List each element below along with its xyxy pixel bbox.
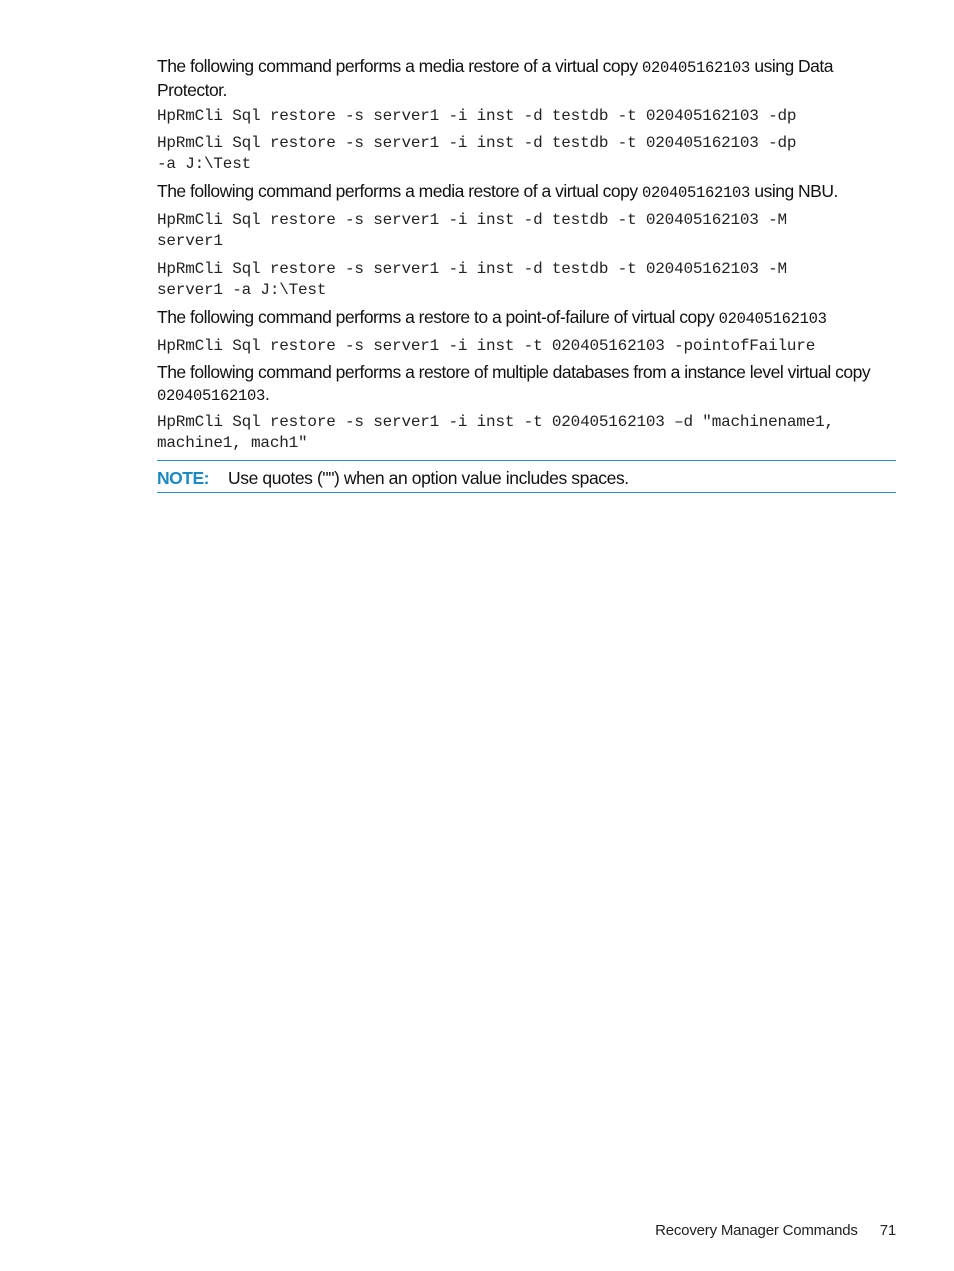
code-block-multiple-databases: [157, 412, 896, 454]
paragraph-multiple-databases: [157, 361, 896, 407]
code-line: server1: [157, 232, 223, 250]
para-text: The following command performs a restore of multiple databases from a instance level virtual copy: [157, 362, 871, 382]
code-line: machine1, mach1": [157, 434, 308, 452]
document-page: [157, 0, 896, 1271]
footer-section-title: Recovery Manager Commands: [655, 1222, 858, 1239]
code-line: server1 -a J:\Test: [157, 281, 327, 299]
paragraph-media-restore-nbu: [157, 180, 896, 204]
code-line: HpRmCli Sql restore -s server1 -i inst -d testdb -t 020405162103 -dp: [157, 107, 797, 125]
note-box: [157, 460, 896, 493]
paragraph-media-restore-data-protector: [157, 55, 896, 101]
code-block-data-protector-1: [157, 106, 896, 127]
page-number: 71: [879, 1222, 896, 1239]
code-block-data-protector-2: [157, 133, 896, 175]
code-line: HpRmCli Sql restore -s server1 -i inst -t 020405162103 -pointofFailure: [157, 337, 816, 355]
inline-code-copy-id: 020405162103: [641, 184, 750, 202]
code-line: HpRmCli Sql restore -s server1 -i inst -d testdb -t 020405162103 -M: [157, 260, 787, 278]
code-line: HpRmCli Sql restore -s server1 -i inst -t 020405162103 –d "machinename1,: [157, 413, 834, 431]
code-block-point-of-failure: [157, 336, 896, 357]
code-line: HpRmCli Sql restore -s server1 -i inst -d testdb -t 020405162103 -dp: [157, 134, 797, 152]
para-text: The following command performs a restore to a point-of-failure of virtual copy: [157, 307, 719, 327]
page-footer: [655, 1222, 896, 1239]
para-text: The following command performs a media restore of a virtual copy: [157, 181, 642, 201]
inline-code-copy-id: 020405162103: [157, 387, 266, 405]
note-label: NOTE:: [157, 468, 209, 488]
para-text: using NBU.: [749, 181, 838, 201]
note-text: Use quotes ("") when an option value includes spaces.: [228, 468, 629, 488]
inline-code-copy-id: 020405162103: [718, 310, 827, 328]
inline-code-copy-id: 020405162103: [641, 59, 750, 77]
paragraph-point-of-failure: [157, 306, 896, 330]
code-line: HpRmCli Sql restore -s server1 -i inst -d testdb -t 020405162103 -M: [157, 211, 787, 229]
para-text-continued: Protector.: [157, 80, 227, 100]
code-line: -a J:\Test: [157, 155, 252, 173]
para-text: .: [265, 384, 270, 404]
para-text: using Data: [749, 56, 834, 76]
code-block-nbu-2: [157, 259, 896, 301]
code-block-nbu-1: [157, 210, 896, 252]
para-text: The following command performs a media restore of a virtual copy: [157, 56, 642, 76]
